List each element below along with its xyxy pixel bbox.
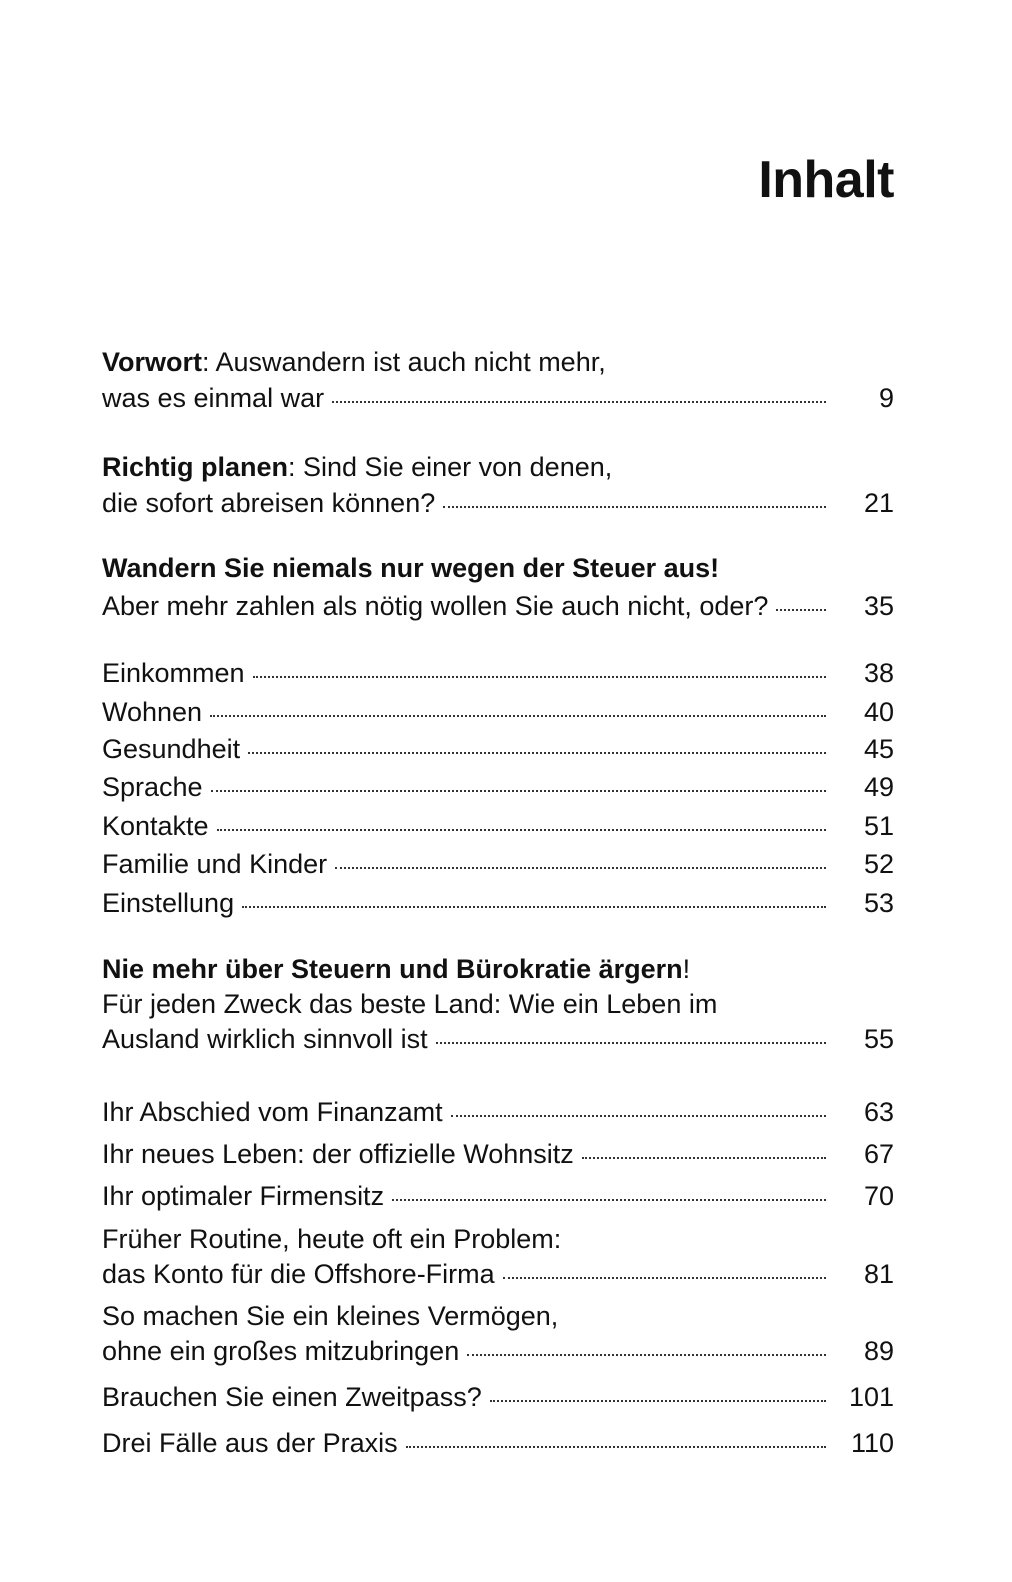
entry-title: die sofort abreisen können?: [102, 488, 436, 518]
page-title: Inhalt: [758, 151, 894, 209]
dot-leader: [406, 1445, 826, 1448]
entry-title: Ausland wirklich sinnvoll ist: [102, 1024, 428, 1054]
dot-leader: [776, 608, 826, 611]
entry-title: ohne ein großes mitzubringen: [102, 1336, 460, 1366]
page-number: 38: [863, 658, 894, 688]
dot-leader: [467, 1353, 826, 1356]
entry-title: Aber mehr zahlen als nötig wollen Sie auch nicht, oder?: [102, 591, 769, 621]
dot-leader: [248, 751, 826, 754]
page-number: 67: [863, 1139, 894, 1169]
entry-title: Kontakte: [102, 811, 209, 841]
page-number: 70: [863, 1181, 894, 1211]
page-number: 51: [863, 811, 894, 841]
page-number: 9: [878, 383, 894, 413]
page-number: 53: [863, 888, 894, 918]
page-number: 21: [863, 488, 894, 518]
entry-title: Drei Fälle aus der Praxis: [102, 1428, 398, 1458]
entry-title: Familie und Kinder: [102, 849, 328, 879]
entry-title: Einstellung: [102, 888, 235, 918]
page-number: 101: [848, 1382, 894, 1412]
entry-title: Ihr Abschied vom Finanzamt: [102, 1097, 443, 1127]
entry-bold: Wandern Sie niemals nur wegen der Steuer aus!: [102, 553, 720, 583]
dot-leader: [253, 675, 826, 678]
page-number: 49: [863, 772, 894, 802]
dot-leader: [335, 866, 826, 869]
dot-leader: [211, 789, 826, 792]
entry-title: was es einmal war: [102, 383, 325, 413]
dot-leader: [436, 1041, 826, 1044]
page-number: 45: [863, 734, 894, 764]
page-number: 110: [850, 1428, 894, 1458]
entry-title: Einkommen: [102, 658, 245, 688]
entry-title: Gesundheit: [102, 734, 241, 764]
entry-heading: : Sind Sie einer von denen,: [288, 452, 613, 482]
entry-title: Ihr neues Leben: der offizielle Wohnsitz: [102, 1139, 574, 1169]
dot-leader: [443, 505, 826, 508]
dot-leader: [451, 1114, 826, 1117]
dot-leader: [392, 1198, 826, 1201]
entry-bold: Nie mehr über Steuern und Bürokratie ärgern: [102, 954, 683, 984]
page-number: 52: [863, 849, 894, 879]
entry-title: Brauchen Sie einen Zweitpass?: [102, 1382, 482, 1412]
dot-leader: [217, 828, 826, 831]
entry-bold: Richtig planen: [102, 452, 289, 482]
page-number: 55: [863, 1024, 894, 1054]
entry-title: Wohnen: [102, 697, 203, 727]
dot-leader: [242, 905, 826, 908]
entry-bold: Vorwort: [102, 347, 202, 377]
entry-heading: : Auswandern ist auch nicht mehr,: [202, 347, 606, 377]
dot-leader: [210, 714, 826, 717]
entry-title: Ihr optimaler Firmensitz: [102, 1181, 385, 1211]
dot-leader: [332, 400, 826, 403]
dot-leader: [503, 1276, 826, 1279]
page-number: 81: [863, 1259, 894, 1289]
entry-heading: So machen Sie ein kleines Vermögen,: [102, 1301, 559, 1331]
dot-leader: [582, 1156, 826, 1159]
entry-heading: Früher Routine, heute oft ein Problem:: [102, 1224, 562, 1254]
dot-leader: [490, 1399, 826, 1402]
entry-line: Für jeden Zweck das beste Land: Wie ein Leben im: [102, 989, 718, 1019]
page-number: 89: [863, 1336, 894, 1366]
page-number: 40: [863, 697, 894, 727]
entry-title: das Konto für die Offshore-Firma: [102, 1259, 495, 1289]
entry-heading: !: [682, 954, 691, 984]
entry-title: Sprache: [102, 772, 203, 802]
page-number: 35: [863, 591, 894, 621]
page-number: 63: [863, 1097, 894, 1127]
